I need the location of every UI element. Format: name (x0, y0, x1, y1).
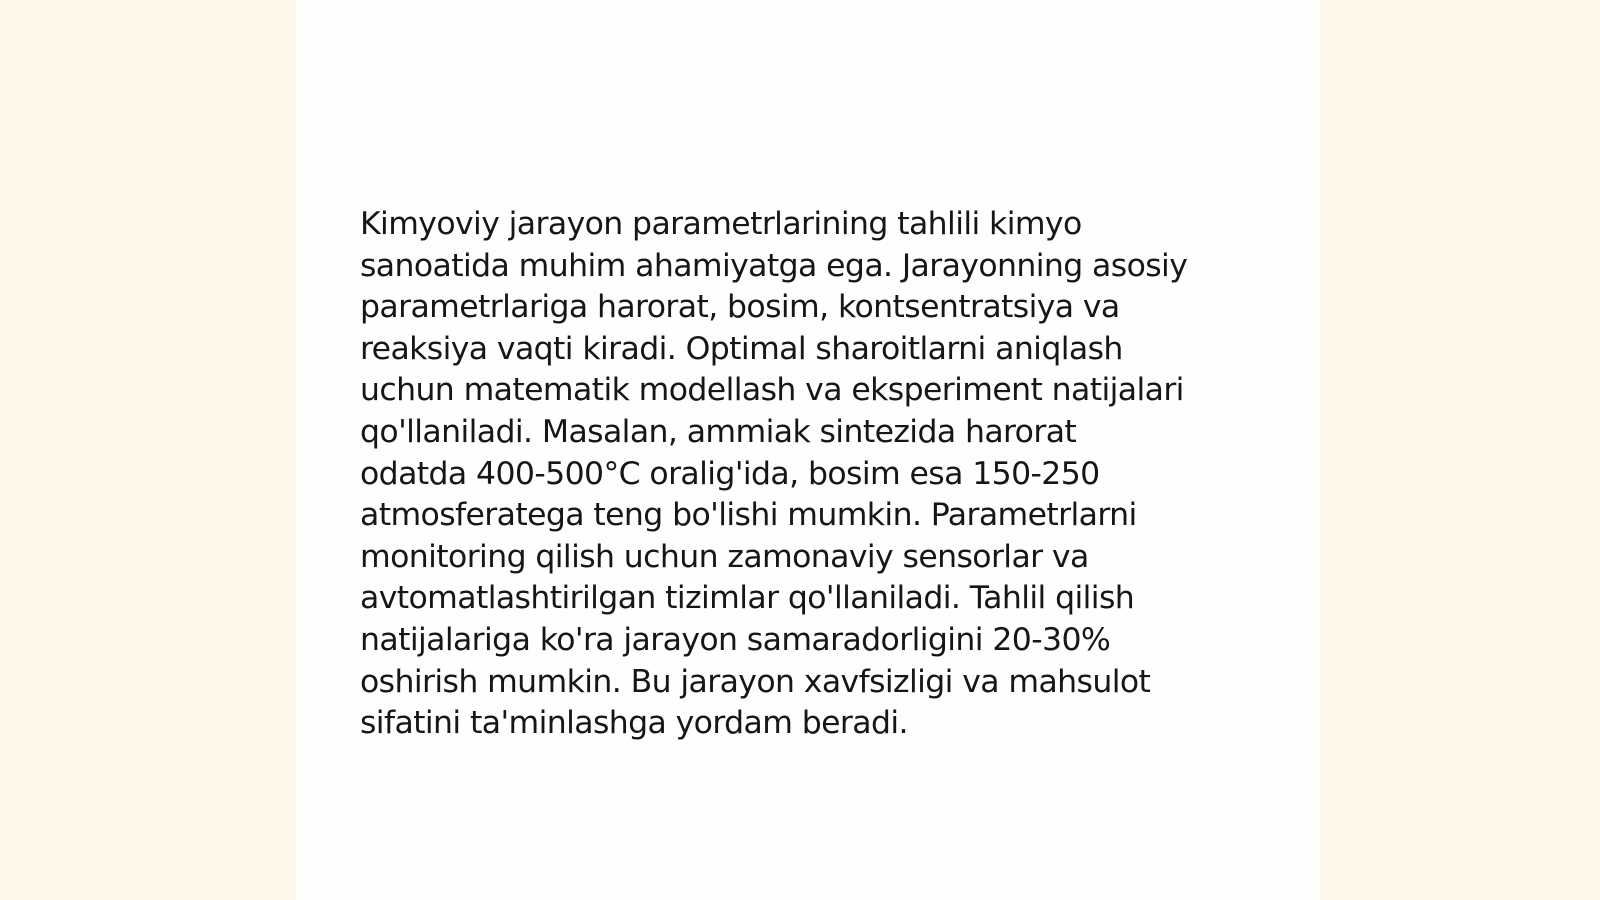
paragraph-line: Kimyoviy jarayon parametrlarining tahlili kimyo (360, 206, 1082, 242)
paragraph-line: parametrlariga harorat, bosim, kontsentratsiya va (360, 289, 1120, 326)
paragraph-line: odatda 400-500°C oralig'ida, bosim esa 150-250 (360, 455, 1100, 492)
paragraph-line: uchun matematik modellash va eksperiment natijalari (360, 372, 1184, 409)
paragraph-line: reaksiya vaqti kiradi. Optimal sharoitlarni aniqlash (360, 330, 1123, 367)
paragraph-line: monitoring qilish uchun zamonaviy sensorlar va (360, 538, 1089, 575)
paragraph-line: natijalariga ko'ra jarayon samaradorligini 20-30% (360, 621, 1111, 658)
paragraph-line: atmosferatega teng bo'lishi mumkin. Parametrlarni (360, 497, 1137, 534)
paragraph-line: qo'llaniladi. Masalan, ammiak sintezida harorat (360, 413, 1077, 450)
body-paragraph (360, 204, 1260, 745)
paragraph-line: oshirish mumkin. Bu jarayon xavfsizligi va mahsulot (360, 663, 1151, 700)
paragraph-line: sifatini ta'minlashga yordam beradi. (360, 705, 908, 742)
paragraph-line: sanoatida muhim ahamiyatga ega. Jarayonning asosiy (360, 247, 1188, 284)
paragraph-line: avtomatlashtirilgan tizimlar qo'llaniladi. Tahlil qilish (360, 580, 1135, 617)
